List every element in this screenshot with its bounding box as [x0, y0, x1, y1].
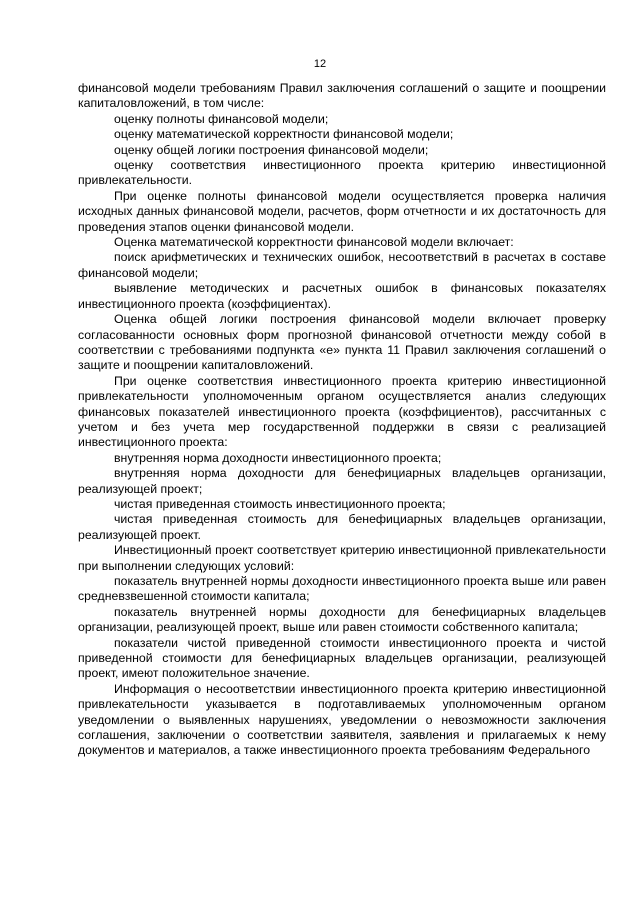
paragraph: показатели чистой приведенной стоимости инвестиционного проекта и чистой приведенной стоимости для бенефициарных владельцев организации, реализующей проект, имеют положительное значение.	[78, 635, 606, 681]
paragraph: выявление методических и расчетных ошибок в финансовых показателях инвестиционного проекта (коэффициентах).	[78, 281, 606, 311]
paragraph: Оценка математической корректности финансовой модели включает:	[114, 235, 514, 250]
paragraph: поиск арифметических и технических ошибок, несоответствий в расчетах в составе финансовой модели;	[78, 250, 606, 280]
paragraph: внутренняя норма доходности инвестиционного проекта;	[114, 450, 442, 465]
paragraph: Инвестиционный проект соответствует критерию инвестиционной привлекательности при выполнении следующих условий:	[78, 543, 606, 573]
paragraph: оценку соответствия инвестиционного проекта критерию инвестиционной привлекательности.	[78, 158, 606, 188]
paragraph: При оценке полноты финансовой модели осуществляется проверка наличия исходных данных финансовой модели, расчетов, форм отчетности и их достаточность для проведения этапов оценки финансовой модели.	[78, 188, 606, 234]
paragraph: финансовой модели требованиям Правил заключения соглашений о защите и поощрении капиталовложений, в том числе:	[78, 81, 606, 111]
paragraph: оценку общей логики построения финансовой модели;	[114, 142, 429, 157]
paragraph: При оценке соответствия инвестиционного проекта критерию инвестиционной привлекательности уполномоченным органом осуществляется анализ следующих финансовых показателей инвестиционного проекта (коэффициентов), рассчитанных с учетом и без учета мер государственной поддержки в связи с реализацией инвестиционного проекта:	[78, 373, 606, 450]
paragraph: внутренняя норма доходности для бенефициарных владельцев организации, реализующей проект;	[78, 466, 606, 496]
paragraph: чистая приведенная стоимость инвестиционного проекта;	[114, 496, 446, 511]
paragraph: оценку математической корректности финансовой модели;	[114, 127, 454, 142]
document-body	[78, 81, 606, 759]
page-number: 12	[313, 58, 327, 70]
paragraph: Информация о несоответствии инвестиционного проекта критерию инвестиционной привлекательности указывается в подготавливаемых уполномоченным органом уведомлении о выявленных нарушениях, уведомлении о невозможности заключения соглашения, заключении о соответствии заявителя, заявления и прилагаемых к нему документов и материалов, а также инвестиционного проекта требованиям Федерального	[78, 681, 606, 758]
paragraph: оценку полноты финансовой модели;	[114, 111, 329, 126]
paragraph: чистая приведенная стоимость для бенефициарных владельцев организации, реализующей проект.	[78, 512, 606, 542]
paragraph: показатель внутренней нормы доходности инвестиционного проекта выше или равен средневзвешенной стоимости капитала;	[78, 574, 606, 604]
paragraph: показатель внутренней нормы доходности для бенефициарных владельцев организации, реализующей проект, выше или равен стоимости собственного капитала;	[78, 604, 606, 635]
paragraph: Оценка общей логики построения финансовой модели включает проверку согласованности основных форм прогнозной финансовой отчетности между собой в соответствии с требованиями подпункта «е» пункта 11 Правил заключения соглашений о защите и поощрении капиталовложений.	[78, 312, 606, 373]
